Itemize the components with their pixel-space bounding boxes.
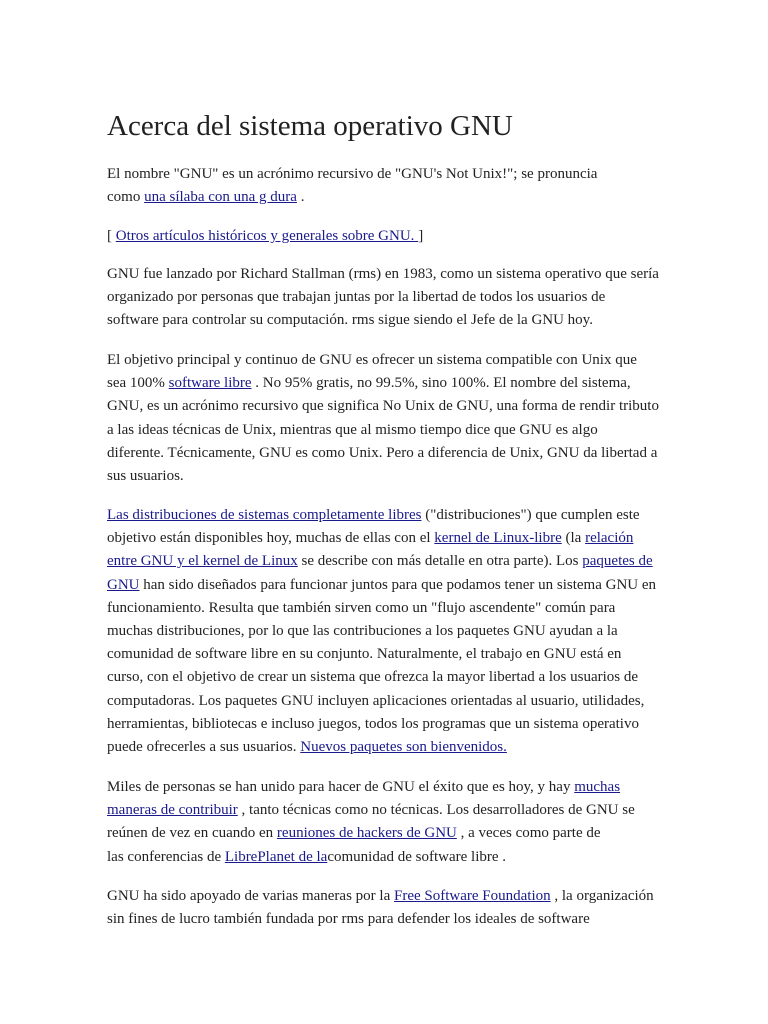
new-packages-link[interactable]: Nuevos paquetes son bienvenidos. [300, 739, 507, 756]
intro-paragraph [107, 163, 667, 209]
text-line [107, 372, 667, 395]
text-line [107, 822, 667, 845]
text-span: ] [418, 228, 424, 244]
text-line: El nombre "GNU" es un acrónimo recursivo de "GNU's Not Unix!"; se pronuncia [107, 166, 598, 182]
text-span: puede ofrecerles a sus usuarios. [107, 739, 301, 756]
gnu-linux-relation-link[interactable]: entre GNU y el kernel de Linux [107, 553, 298, 570]
text-span: , a veces como parte de [456, 825, 601, 842]
text-span: comunidad de software libre . [327, 848, 507, 865]
text-span: , la organización [550, 888, 654, 904]
text-span: , tanto técnicas como no técnicas. Los desarrolladores de GNU se [237, 802, 635, 819]
text-span: GNU ha sido apoyado de varias maneras por la [107, 888, 394, 904]
text-line: sin fines de lucro también fundada por rms para defender los ideales de software [107, 911, 590, 928]
fsf-paragraph [107, 885, 667, 931]
related-articles-paragraph [107, 225, 667, 248]
text-span: reúnen de vez en cuando en [107, 825, 277, 842]
text-line: a las ideas técnicas de Unix, mientras que al mismo tiempo dice que GNU es algo [107, 421, 598, 438]
text-line: organizado por personas que trabajan juntas por la libertad de todos los usuarios de [107, 289, 606, 306]
ways-to-contribute-link[interactable]: muchas [574, 779, 621, 795]
text-span: . No 95% gratis, no 99.5%, sino 100%. El nombre del sistema, [251, 375, 631, 392]
text-line: El objetivo principal y continuo de GNU es ofrecer un sistema compatible con Unix que [107, 352, 637, 368]
libreplanet-link[interactable]: LibrePlanet de la [224, 848, 328, 865]
historical-articles-link[interactable]: Otros artículos históricos y generales sobre GNU. [115, 228, 419, 244]
text-line: computadoras. Los paquetes GNU incluyen aplicaciones orientadas al usuario, utilidades, [107, 692, 645, 709]
text-span: Miles de personas se han unido para hacer de GNU el éxito que es hoy, y hay [107, 779, 575, 795]
text-span: [ [107, 228, 116, 244]
page-title: Acerca del sistema operativo GNU [107, 110, 513, 142]
history-paragraph [107, 263, 667, 333]
text-line: sus usuarios. [107, 468, 184, 485]
text-line: curso, con el objetivo de crear un sistema que ofrezca la mayor libertad a los usuarios de [107, 669, 639, 686]
text-line: diferente. Técnicamente, GNU es como Unix. Pero a diferencia de Unix, GNU da libertad a [107, 444, 658, 461]
ways-to-contribute-link[interactable]: maneras de contribuir [107, 802, 238, 819]
text-span: han sido diseñados para funcionar juntos para que podamos tener un sistema GNU en [139, 576, 657, 593]
text-span: sea 100% [107, 375, 169, 392]
text-line [107, 574, 667, 597]
text-span: . [296, 189, 305, 206]
text-line [107, 736, 667, 759]
fsf-link[interactable]: Free Software Foundation [394, 888, 551, 904]
text-span: ("distribuciones") que cumplen este [421, 507, 640, 523]
text-span: las conferencias de [107, 848, 225, 865]
pronunciation-link[interactable]: una sílaba con una g dura [144, 189, 297, 206]
text-line: GNU, es un acrónimo recursivo que significa No Unix de GNU, una forma de rendir tributo [107, 398, 659, 415]
gnu-packages-link[interactable]: GNU [107, 576, 140, 593]
contributors-paragraph [107, 776, 667, 869]
text-span: (la [561, 530, 586, 547]
text-line [107, 776, 667, 799]
free-software-link[interactable]: software libre [168, 375, 252, 392]
distributions-paragraph [107, 504, 667, 759]
linux-libre-link[interactable]: kernel de Linux-libre [434, 530, 562, 547]
free-distributions-link[interactable]: Las distribuciones de sistemas completamente libres [107, 507, 422, 523]
text-line [107, 186, 667, 209]
text-line: muchas distribuciones, por lo que las contribuciones a los paquetes GNU ayudan a la [107, 623, 618, 640]
text-line: comunidad de software libre en su conjunto. Naturalmente, el trabajo en GNU está en [107, 646, 622, 663]
text-line: GNU fue lanzado por Richard Stallman (rms) en 1983, como un sistema operativo que sería [107, 266, 659, 282]
text-line: software para controlar su computación. rms sigue siendo el Jefe de la GNU hoy. [107, 312, 593, 329]
text-line [107, 885, 667, 908]
text-line [107, 504, 667, 527]
text-span: objetivo están disponibles hoy, muchas de ellas con el [107, 530, 435, 547]
text-line [107, 527, 667, 550]
text-span: como [107, 189, 145, 206]
text-line [107, 799, 667, 822]
text-line: herramientas, bibliotecas e incluso juegos, todos los programas que un sistema operativo [107, 715, 639, 732]
text-line [107, 550, 667, 573]
text-span: se describe con más detalle en otra parte). Los [297, 553, 583, 570]
text-line [107, 225, 667, 248]
hackers-meetings-link[interactable]: reuniones de hackers de GNU [276, 825, 457, 842]
text-line: funcionamiento. Resulta que también sirven como un "flujo ascendente" común para [107, 599, 616, 616]
goal-paragraph [107, 349, 667, 488]
gnu-linux-relation-link[interactable]: relación [585, 530, 634, 547]
text-line [107, 846, 667, 869]
gnu-packages-link[interactable]: paquetes de [582, 553, 653, 570]
